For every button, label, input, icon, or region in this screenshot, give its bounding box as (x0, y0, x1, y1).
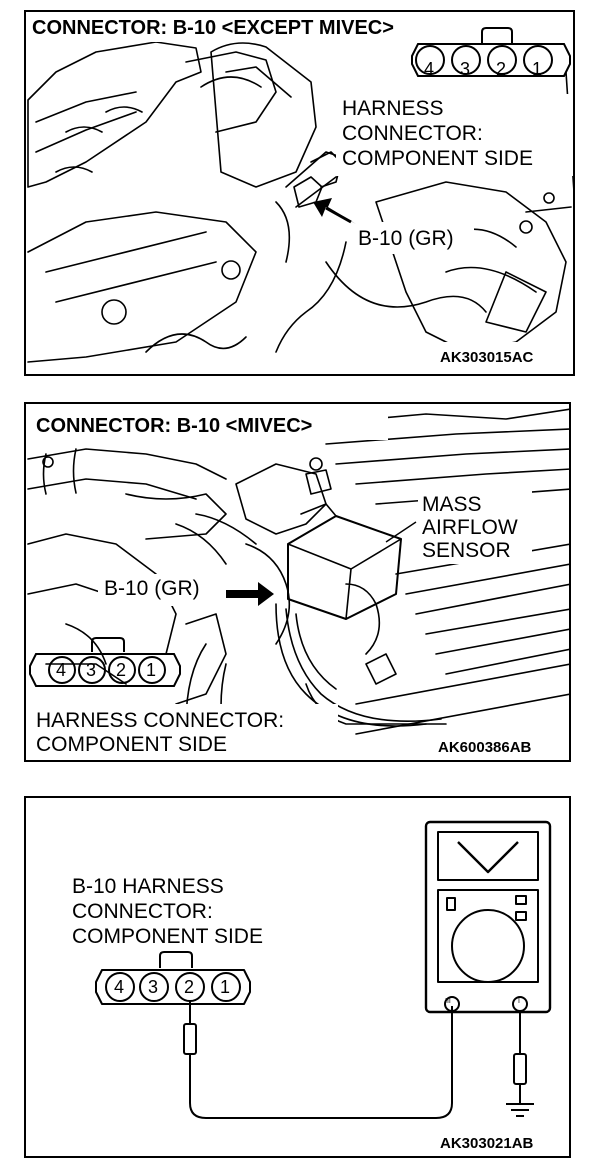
pointer-arrow-2 (226, 582, 274, 606)
pin-2: 2 (184, 977, 195, 997)
meter-terminal-mark-right: Ι (518, 998, 520, 1005)
pin-3: 3 (86, 660, 97, 680)
harness-label-line-1: HARNESS CONNECTOR: (36, 709, 285, 732)
pin-1: 1 (146, 660, 157, 680)
pin-3: 3 (460, 59, 471, 79)
sensor-label-line-3: SENSOR (422, 539, 511, 562)
panel2-header: CONNECTOR: B-10 <MIVEC> (36, 415, 313, 437)
harness-label-line-2: CONNECTOR: (72, 900, 213, 923)
engine-bay-drawing-1 (26, 12, 575, 376)
sensor-label-line-1: MASS (422, 493, 482, 516)
pin-1: 1 (220, 977, 231, 997)
pin-4: 4 (114, 977, 125, 997)
test-circuit-drawing (26, 798, 571, 1158)
panel-voltage-check (24, 796, 571, 1158)
pin-2: 2 (496, 59, 507, 79)
meter-terminal-mark-left: ΙΙΙ (445, 998, 451, 1005)
multimeter-body (426, 822, 550, 1012)
harness-label-line-2: CONNECTOR: (342, 122, 483, 145)
pin-3: 3 (148, 977, 159, 997)
figure-code: AK600386AB (438, 739, 532, 756)
panel-mivec (24, 402, 571, 762)
figure-code: AK303021AB (440, 1135, 534, 1152)
sensor-label-line-2: AIRFLOW (422, 516, 518, 539)
connector-label: B-10 (GR) (358, 227, 454, 250)
connector-latch (160, 952, 192, 968)
harness-label-line-1: HARNESS (342, 97, 444, 120)
pin-1: 1 (532, 59, 543, 79)
pin-4: 4 (424, 59, 435, 79)
harness-label-line-3: COMPONENT SIDE (72, 925, 263, 948)
harness-label-line-3: COMPONENT SIDE (342, 147, 533, 170)
pin-2: 2 (116, 660, 127, 680)
harness-label-line-2: COMPONENT SIDE (36, 733, 227, 756)
harness-label-line-1: B-10 HARNESS (72, 875, 224, 898)
panel-except-mivec (24, 10, 575, 376)
connector-label: B-10 (GR) (104, 577, 200, 600)
panel1-header: CONNECTOR: B-10 <EXCEPT MIVEC> (32, 17, 394, 39)
figure-code: AK303015AC (440, 349, 534, 366)
pin-4: 4 (56, 660, 67, 680)
